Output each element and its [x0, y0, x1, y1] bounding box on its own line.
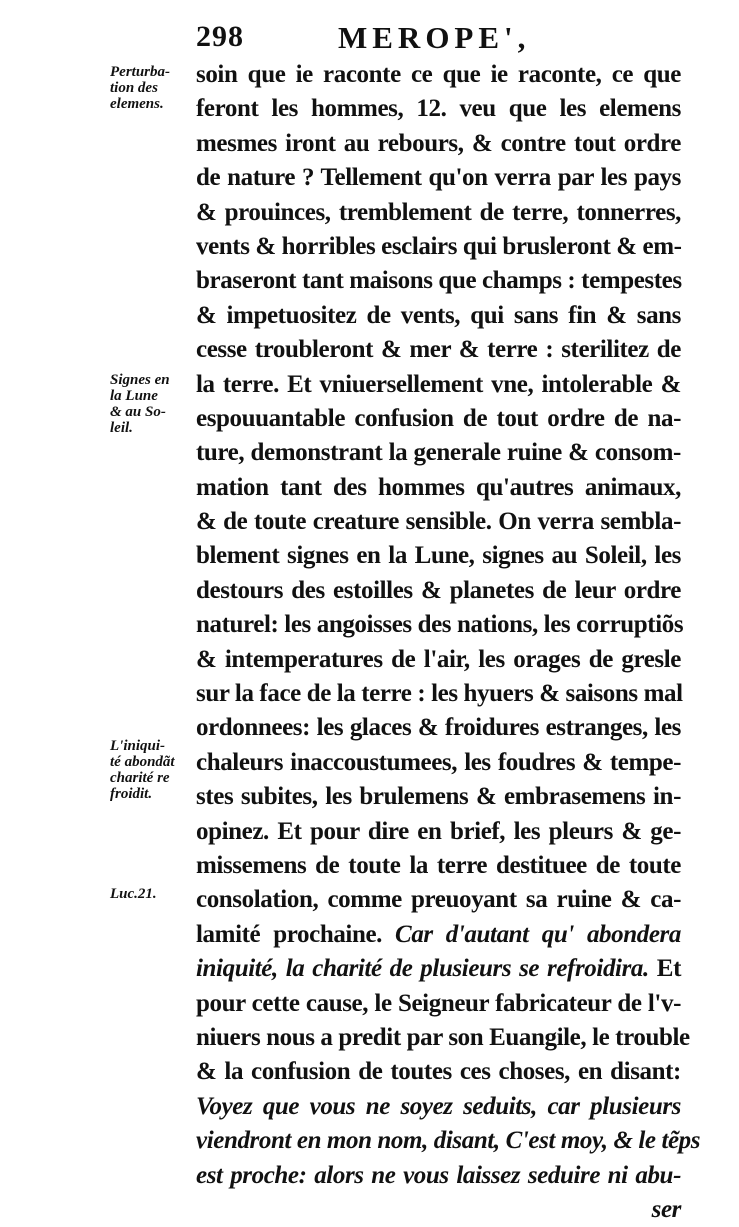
text-line-italic: est proche: alors ne vous laissez seduire ni abu- — [196, 1161, 681, 1189]
italic-span: iniquité, la charité de plusieurs se refroidira. — [196, 955, 649, 983]
text-line: sur la face de la terre : les hyuers & saisons mal — [196, 680, 683, 708]
text-line: blement signes en la Lune, signes au Soleil, les — [196, 542, 681, 570]
text-line: mesmes iront au rebours, & contre tout ordre — [196, 129, 681, 157]
marginal-line: Luc.21. — [110, 886, 157, 902]
text-line-italic: Voyez que vous ne soyez seduits, car plusieurs — [196, 1092, 681, 1120]
marginal-note-iniquite — [110, 738, 194, 802]
page-header — [0, 16, 739, 56]
text-line-italic: viendront en mon nom, disant, C'est moy, & le tẽps — [196, 1127, 701, 1155]
marginal-line: Perturba- — [110, 64, 170, 80]
text-line: & impetuositez de vents, qui sans fin & sans — [196, 301, 681, 329]
text-line: niuers nous a predit par son Euangile, le trouble — [196, 1023, 690, 1051]
text-line-mixed — [196, 918, 681, 952]
text-line: destours des estoilles & planetes de leur ordre — [196, 576, 681, 604]
text-line: espouuantable confusion de tout ordre de na- — [196, 404, 681, 432]
text-line: & la confusion de toutes ces choses, en disant: — [196, 1058, 681, 1086]
marginal-note-perturbation — [110, 64, 194, 112]
text-line: missemens de toute la terre destituee de toute — [196, 851, 681, 879]
text-span: lamité prochaine. — [196, 920, 383, 948]
marginal-line: té abondãt — [110, 754, 175, 770]
text-line: de nature ? Tellement qu'on verra par les pays — [196, 164, 681, 192]
text-line: stes subites, les brulemens & embrasemens in- — [196, 783, 681, 811]
text-line: & intemperatures de l'air, les orages de gresle — [196, 645, 681, 673]
text-line: naturel: les angoisses des nations, les corruptiõs — [196, 611, 684, 639]
marginal-line: elemens. — [110, 96, 164, 112]
marginal-line: leil. — [110, 420, 133, 436]
marginal-line: & au So- — [110, 404, 166, 420]
marginal-line: froidit. — [110, 786, 153, 802]
running-title: MEROPE', — [338, 20, 531, 55]
text-line: cesse troubleront & mer & terre : sterilitez de — [196, 336, 681, 364]
text-line: braseront tant maisons que champs : tempestes — [196, 267, 682, 295]
text-line: consolation, comme preuoyant sa ruine & ca- — [196, 886, 681, 914]
text-line: & de toute creature sensible. On verra sembla- — [196, 508, 681, 536]
marginal-line: Signes en — [110, 372, 170, 388]
text-line: ordonnees: les glaces & froidures estranges, les — [196, 714, 681, 742]
text-line: pour cette cause, le Seigneur fabricateur de l'v- — [196, 989, 681, 1017]
marginal-note-signes — [110, 372, 194, 436]
text-line: vents & horribles esclairs qui brusleront & em- — [196, 232, 682, 260]
text-line: mation tant des hommes qu'autres animaux, — [196, 473, 681, 501]
marginal-line: la Lune — [110, 388, 158, 404]
text-line-italic: ser — [651, 1195, 681, 1223]
page-number: 298 — [196, 20, 244, 53]
text-line-mixed — [196, 952, 681, 986]
text-line: soin que ie raconte ce que ie raconte, ce que — [196, 61, 681, 88]
text-line: feront les hommes, 12. veu que les elemens — [196, 95, 681, 123]
text-line: ture, demonstrant la generale ruine & consom- — [196, 439, 681, 467]
marginal-note-luc — [110, 886, 194, 902]
text-line: chaleurs inaccoustumees, les foudres & tempe- — [196, 748, 681, 776]
italic-span: Car d'autant qu' abondera — [395, 920, 681, 948]
text-span: Et — [656, 955, 681, 983]
text-line: la terre. Et vniuersellement vne, intolerable & — [196, 370, 681, 398]
text-line: & prouinces, tremblement de terre, tonnerres, — [196, 198, 681, 226]
text-line: opinez. Et pour dire en brief, les pleurs & ge- — [196, 817, 681, 845]
marginal-line: charité re — [110, 770, 170, 786]
marginal-line: tion des — [110, 80, 158, 96]
body-text — [196, 58, 701, 1227]
marginal-line: L'iniqui- — [110, 738, 166, 754]
